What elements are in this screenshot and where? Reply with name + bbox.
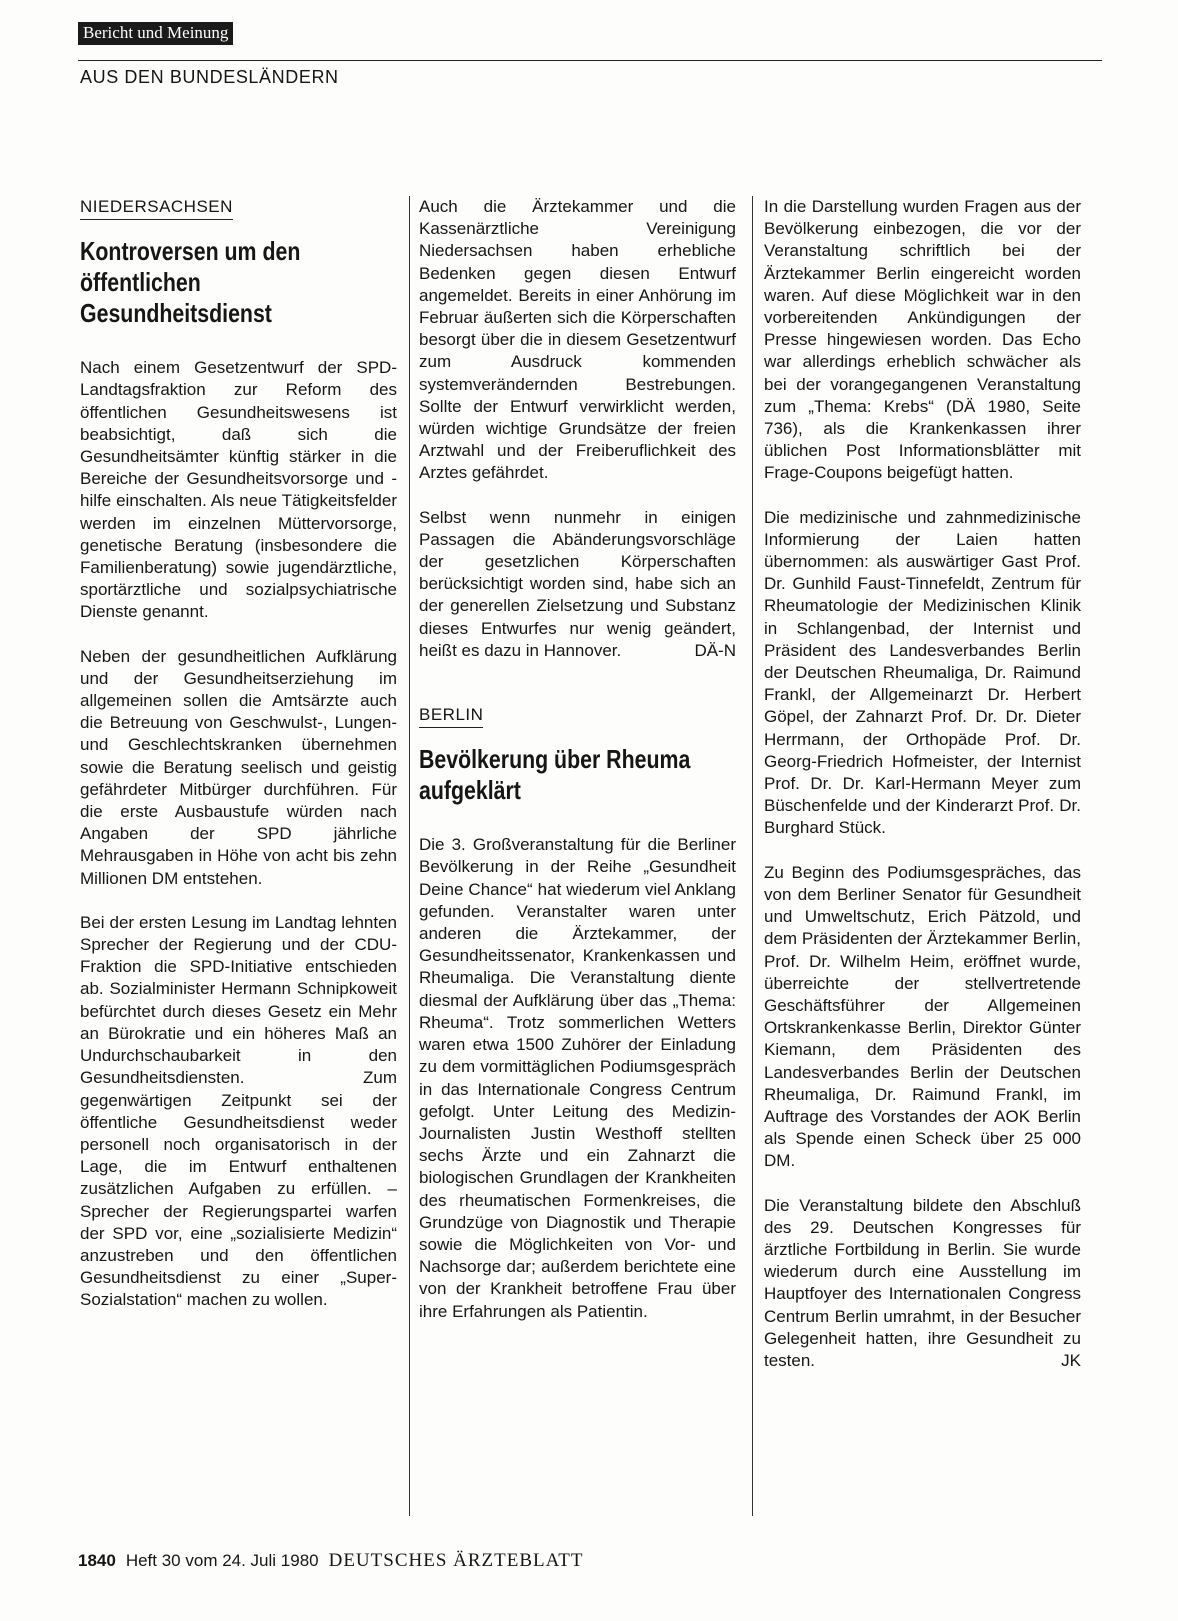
author-signature: DÄ-N: [694, 640, 736, 660]
article-paragraph-text: Die Veranstaltung bildete den Abschluß des 29. Deutschen Kongresses für ärztliche Fortbildung in Berlin. Sie wurde wiederum durch eine Ausstellung im Hauptfoyer des Internationalen Congress Centrum Berlin umrahmt, in der Besucher Gelegenheit hatten, ihre Gesundheit zu testen.: [764, 1195, 1081, 1370]
article-paragraph: Die medizinische und zahnmedizinische Informierung der Laien hatten übernommen: als auswärtiger Gast Prof. Dr. Gunhild Faust-Tinnefeldt, Zentrum für Rheumatologie der Medizinischen Klinik in Schlangenbad, der Internist und Präsident des Landesverbandes Berlin der Deutschen Rheumaliga, Dr. Raimund Frankl, der Allgemeinarzt Dr. Herbert Göpel, der Zahnarzt Prof. Dr. Dr. Dieter Herrmann, der Orthopäde Prof. Dr. Georg-Friedrich Hofmeister, der Internist Prof. Dr. Dr. Karl-Hermann Meyer zum Büschenfelde und der Kinderarzt Prof. Dr. Burghard Stück.: [764, 507, 1081, 838]
magazine-title: DEUTSCHES ÄRZTEBLATT: [328, 1550, 584, 1571]
header-rule: [78, 60, 1102, 61]
article-headline: Bevölkerung über Rheuma aufgeklärt: [419, 744, 691, 806]
region-label: BERLIN: [419, 704, 483, 728]
article-paragraph: In die Darstellung wurden Fragen aus der Bevölkerung einbezogen, die vor der Veranstaltung schriftlich bei der Ärztekammer Berlin eingereicht worden waren. Auf diese Möglichkeit war in den vorbereitenden Ankündigungen der Presse hingewiesen worden. Das Echo war allerdings erheblich schwächer als bei der vorangegangenen Veranstaltung zum „Thema: Krebs“ (DÄ 1980, Seite 736), als die Krankenkassen ihrer üblichen Post Informationsblätter mit Frage-Coupons beigefügt hatten.: [764, 197, 1081, 483]
section-tag: Bericht und Meinung: [78, 22, 233, 45]
column-1: [80, 196, 397, 1338]
column-divider: [752, 196, 753, 1516]
article-paragraph: Bei der ersten Lesung im Landtag lehnten Sprecher der Regierung und der CDU-Fraktion die SPD-Initiative entschieden ab. Sozialminister Hermann Schnipkoweit befürchtet durch dieses Gesetz ein Mehr an Bürokratie und ein höheres Maß an Undurchschaubarkeit in den Gesundheitsdiensten. Zum gegenwärtigen Zeitpunkt sei der öffentliche Gesundheitsdienst weder personell noch organisatorisch in der Lage, die im Entwurf enthaltenen zusätzlichen Aufgaben zu erfüllen. – Sprecher der Regierungspartei warfen der SPD vor, eine „sozialisierte Medizin“ anzustreben und den öffentlichen Gesundheitsdienst zu einer „Super-Sozialstation“ machen zu wollen.: [80, 912, 397, 1310]
page-number: 1840: [78, 1551, 116, 1570]
article-paragraph: [419, 507, 736, 662]
article-paragraph: Die 3. Großveranstaltung für die Berliner Bevölkerung in der Reihe „Gesundheit Deine Chance“ hat wiederum viel Anklang gefunden. Veranstalter waren unter anderen die Ärztekammer, der Gesundheitssenator, Krankenkassen und Rheumaliga. Die Veranstaltung diente diesmal der Aufklärung über das „Thema: Rheuma“. Trotz sommerlichen Wetters waren etwa 1500 Zuhörer der Einladung zu dem vormittäglichen Podiumsgespräch in das Internationale Congress Centrum gefolgt. Unter Leitung des Medizin-Journalisten Justin Westhoff stellten sechs Ärzte und ein Zahnarzt die biologischen Grundlagen der Krankheiten des rheumatischen Formenkreises, die Grundzüge von Diagnostik und Therapie sowie die Möglichkeiten von Vor- und Nachsorge dar; außerdem berichtete eine von der Krankheit betroffene Frau über ihre Erfahrungen als Patientin.: [419, 835, 736, 1321]
column-3: [764, 196, 1081, 1394]
article-paragraph: Neben der gesundheitlichen Aufklärung und der Gesundheitserziehung im allgemeinen sollen die Amtsärzte auch die Betreuung von Geschwulst-, Lungen- und Geschlechtskranken übernehmen sowie die Beratung seelisch und geistig gefährdeter Mitbürger durchführen. Für die erste Ausbaustufe würden nach Angaben der SPD jährliche Mehrausgaben in Höhe von acht bis zehn Millionen DM entstehen.: [80, 646, 397, 888]
page-footer: [78, 1550, 583, 1572]
article-headline: Kontroversen um den öffentlichen Gesundheitsdienst: [80, 236, 301, 329]
column-2: [419, 196, 736, 1345]
article-paragraph: Zu Beginn des Podiumsgespräches, das von dem Berliner Senator für Gesundheit und Umweltschutz, Erich Pätzold, und dem Präsidenten der Ärztekammer Berlin, Prof. Dr. Wilhelm Heim, eröffnet wurde, überreichte der stellvertretende Geschäftsführer der Allgemeinen Ortskrankenkasse Berlin, Direktor Günter Kiemann, dem Präsidenten des Landesverbandes Berlin der Deutschen Rheumaliga, Dr. Raimund Frankl, im Auftrage des Vorstandes der AOK Berlin als Spende einen Scheck über 25 000 DM.: [764, 862, 1081, 1171]
page-subheader: AUS DEN BUNDESLÄNDERN: [80, 67, 339, 87]
article-paragraph-text: Selbst wenn nunmehr in einigen Passagen die Abänderungsvorschläge der gesetzlichen Körperschaften berücksichtigt worden sind, habe sich an der generellen Zielsetzung und Substanz dieses Entwurfes nur wenig geändert, heißt es dazu in Hannover.: [419, 507, 736, 660]
author-signature: JK: [1061, 1350, 1081, 1370]
column-divider: [409, 196, 410, 1516]
article-paragraph: Auch die Ärztekammer und die Kassenärztliche Vereinigung Niedersachsen haben erhebliche Bedenken gegen diesen Entwurf angemeldet. Bereits in einer Anhörung im Februar äußerten sich die Körperschaften besorgt über die in diesem Gesetzentwurf zum Ausdruck kommenden systemverändernden Bestrebungen. Sollte der Entwurf verwirklicht werden, würden wichtige Grundsätze der freien Arztwahl und der Freiberuflichkeit des Arztes gefährdet.: [419, 197, 736, 483]
region-label: NIEDERSACHSEN: [80, 196, 233, 220]
article-paragraph: Nach einem Gesetzentwurf der SPD-Landtagsfraktion zur Reform des öffentlichen Gesundheitswesens ist beabsichtigt, daß sich die Gesundheitsämter künftig stärker in die Bereiche der Gesundheitsvorsorge und -hilfe einschalten. Als neue Tätigkeitsfelder werden im einzelnen Müttervorsorge, genetische Beratung (insbesondere die Familienberatung) sowie jugendärztliche, sportärztliche und sozialpsychiatrische Dienste genannt.: [80, 358, 397, 622]
article-paragraph: [764, 1195, 1081, 1373]
issue-info: Heft 30 vom 24. Juli 1980: [125, 1551, 319, 1570]
